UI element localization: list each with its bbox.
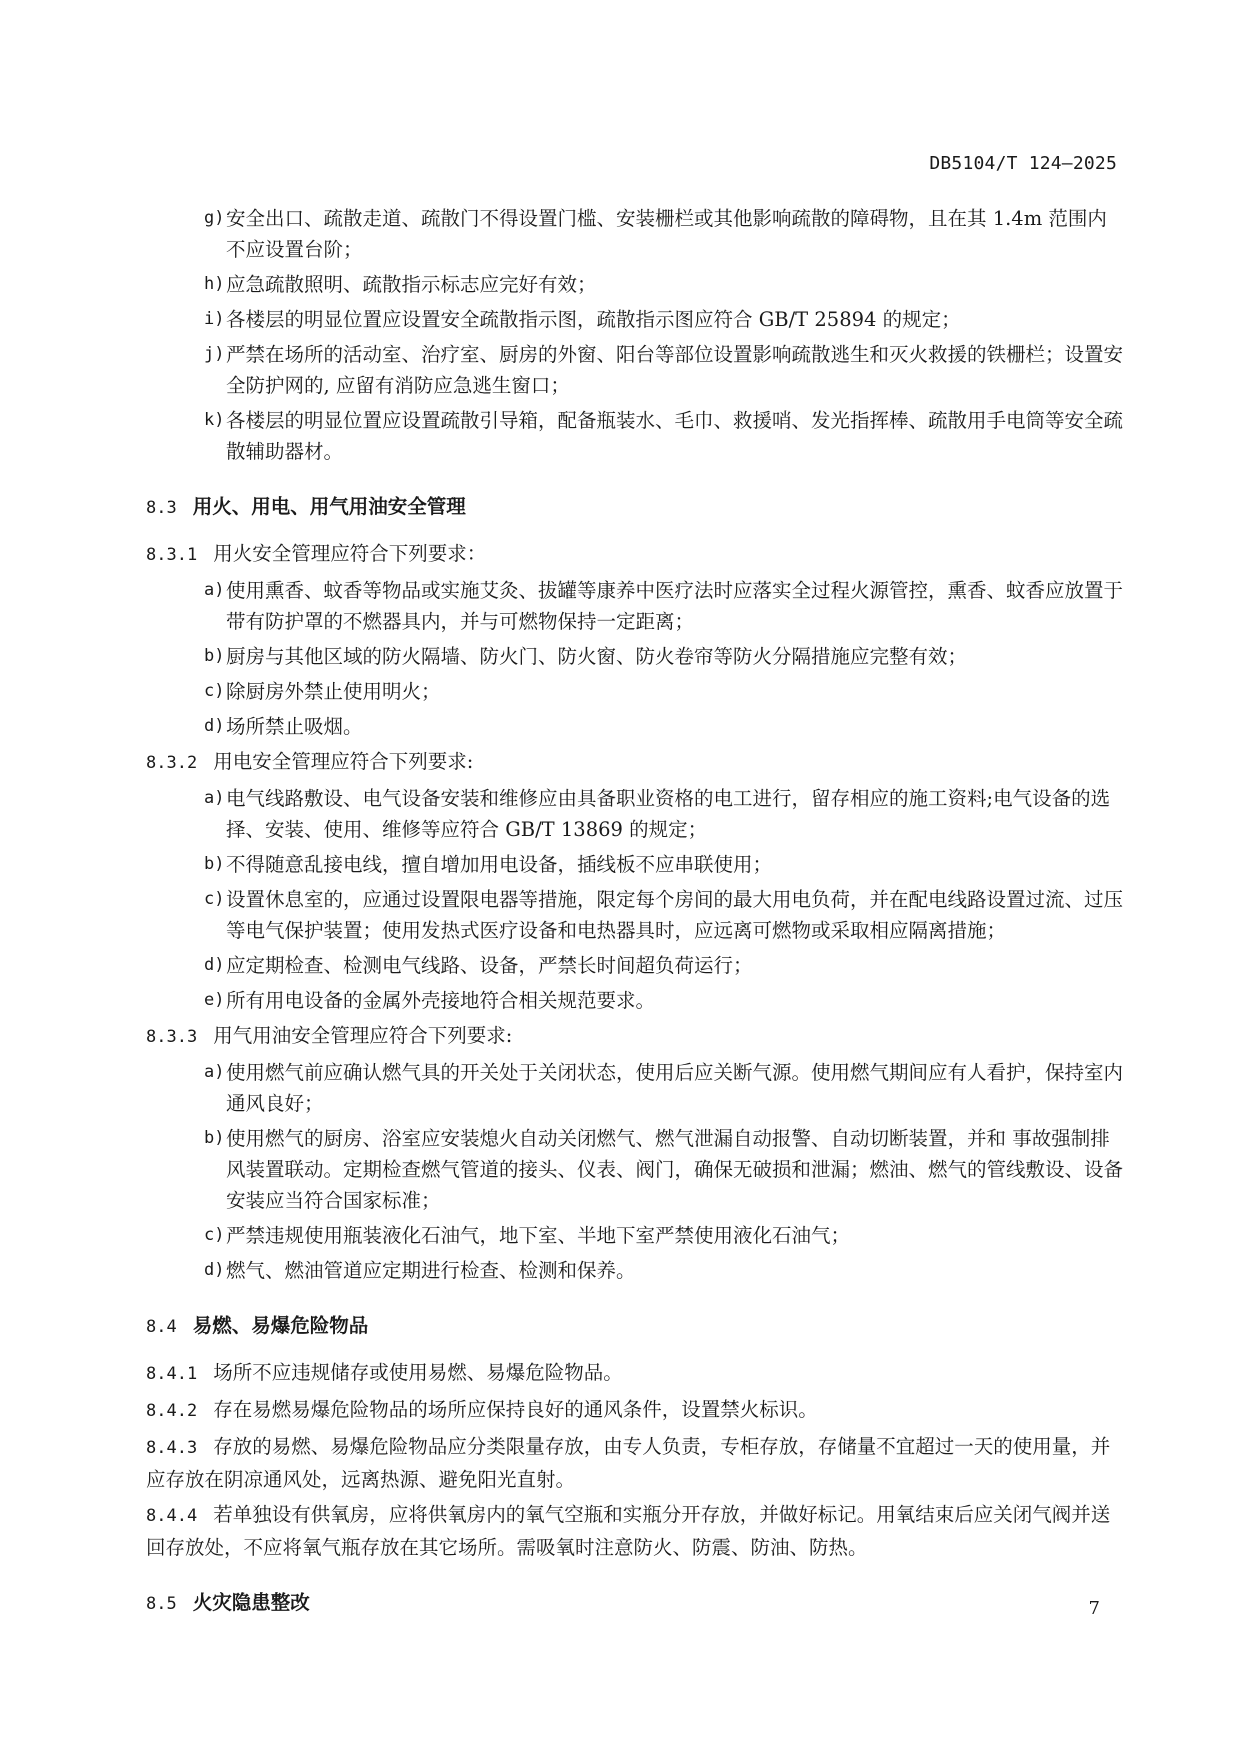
clause-text: 场所不应违规储存或使用易燃、易爆危险物品。: [213, 1361, 623, 1384]
list-text: 场所禁止吸烟。: [226, 715, 363, 738]
list-item-j: [146, 339, 1124, 401]
page-number: 7: [1088, 1598, 1100, 1619]
list-marker: d): [204, 716, 225, 736]
clause-text: 用气用油安全管理应符合下列要求:: [213, 1024, 513, 1047]
clause-text: 用电安全管理应符合下列要求:: [213, 750, 474, 773]
list-text: 除厨房外禁止使用明火；: [226, 680, 441, 703]
list-text: 严禁在场所的活动室、治疗室、厨房的外窗、阳台等部位设置影响疏散逃生和灭火救援的铁栅栏；设置安全防护网的, 应留有消防应急逃生窗口；: [226, 343, 1124, 397]
list-item-b: [146, 641, 1124, 672]
page-content: [146, 203, 1124, 1634]
list-marker: a): [204, 580, 225, 600]
list-marker: j): [204, 344, 225, 364]
section-heading-8-3: [146, 491, 1124, 524]
list-item-d: [146, 950, 1124, 981]
list-marker: a): [204, 788, 225, 808]
clause-number: 8.3.1: [146, 545, 198, 565]
list-text: 严禁违规使用瓶装液化石油气，地下室、半地下室严禁使用液化石油气；: [226, 1224, 851, 1247]
list-item-d: [146, 1255, 1124, 1286]
list-text: 使用燃气的厨房、浴室应安装熄火自动关闭燃气、燃气泄漏自动报警、自动切断装置，并和 事故强制排风装置联动。定期检查燃气管道的接头、仪表、阀门，确保无破损和泄漏；燃油、燃气的管线敷设、设备安装应当符合国家标准；: [226, 1127, 1124, 1212]
list-marker: g): [204, 208, 225, 228]
list-item-a: [146, 1057, 1124, 1119]
list-item-k: [146, 405, 1124, 467]
list-text: 使用燃气前应确认燃气具的开关处于关闭状态，使用后应关断气源。使用燃气期间应有人看护，保持室内通风良好；: [226, 1061, 1124, 1115]
list-item-d: [146, 711, 1124, 742]
clause-8-3-1: [146, 538, 1124, 571]
list-item-i: [146, 304, 1124, 335]
list-marker: b): [204, 646, 225, 666]
list-marker: e): [204, 990, 225, 1010]
clause-8-3-3: [146, 1020, 1124, 1053]
clause-number: 8.4.1: [146, 1364, 198, 1384]
clause-text: 用火安全管理应符合下列要求：: [213, 542, 487, 565]
list-item-b: [146, 849, 1124, 880]
list-item-c: [146, 676, 1124, 707]
list-marker: i): [204, 309, 225, 329]
clause-8-4-2: [146, 1394, 1124, 1427]
list-marker: d): [204, 955, 225, 975]
clause-text: 存放的易燃、易爆危险物品应分类限量存放，由专人负责，专柜存放，存储量不宜超过一天的使用量，并应存放在阴凉通风处，远离热源、避免阳光直射。: [146, 1435, 1111, 1491]
section-number: 8.5: [146, 1594, 177, 1614]
list-marker: h): [204, 274, 225, 294]
list-text: 安全出口、疏散走道、疏散门不得设置门槛、安装栅栏或其他影响疏散的障碍物，且在其 1.4m 范围内不应设置台阶；: [226, 207, 1107, 261]
clause-8-3-2: [146, 746, 1124, 779]
clause-8-4-4: [146, 1499, 1124, 1563]
list-item-g: [146, 203, 1124, 265]
list-text: 不得随意乱接电线，擅自增加用电设备，插线板不应串联使用；: [226, 853, 773, 876]
list-text: 厨房与其他区域的防火隔墙、防火门、防火窗、防火卷帘等防火分隔措施应完整有效；: [226, 645, 968, 668]
clause-8-4-3: [146, 1431, 1124, 1495]
list-text: 应急疏散照明、疏散指示标志应完好有效；: [226, 273, 597, 296]
clause-number: 8.3.2: [146, 753, 198, 773]
list-text: 应定期检查、检测电气线路、设备，严禁长时间超负荷运行；: [226, 954, 753, 977]
list-text: 电气线路敷设、电气设备安装和维修应由具备职业资格的电工进行，留存相应的施工资料;电气设备的选择、安装、使用、维修等应符合 GB/T 13869 的规定；: [226, 787, 1111, 841]
list-text: 设置休息室的，应通过设置限电器等措施，限定每个房间的最大用电负荷，并在配电线路设置过流、过压等电气保护装置；使用发热式医疗设备和电热器具时，应远离可燃物或采取相应隔离措施；: [226, 888, 1124, 942]
list-text: 各楼层的明显位置应设置安全疏散指示图，疏散指示图应符合 GB/T 25894 的规定；: [226, 308, 961, 331]
list-marker: k): [204, 410, 225, 430]
section-heading-8-5: [146, 1587, 1124, 1620]
list-marker: c): [204, 1225, 225, 1245]
document-code: DB5104/T 124—2025: [929, 153, 1117, 174]
section-number: 8.3: [146, 498, 177, 518]
list-item-a: [146, 575, 1124, 637]
clause-number: 8.3.3: [146, 1027, 198, 1047]
section-title: 用火、用电、用气用油安全管理: [192, 495, 466, 518]
clause-number: 8.4.2: [146, 1401, 198, 1421]
list-item-e: [146, 985, 1124, 1016]
list-item-c: [146, 884, 1124, 946]
clause-number: 8.4.4: [146, 1506, 198, 1526]
list-text: 使用熏香、蚊香等物品或实施艾灸、拔罐等康养中医疗法时应落实全过程火源管控，熏香、蚊香应放置于带有防护罩的不燃器具内，并与可燃物保持一定距离；: [226, 579, 1124, 633]
clause-number: 8.4.3: [146, 1438, 198, 1458]
clause-text: 若单独设有供氧房，应将供氧房内的氧气空瓶和实瓶分开存放，并做好标记。用氧结束后应关闭气阀并送回存放处，不应将氧气瓶存放在其它场所。需吸氧时注意防火、防震、防油、防热。: [146, 1503, 1111, 1559]
clause-text: 存在易燃易爆危险物品的场所应保持良好的通风条件，设置禁火标识。: [213, 1398, 818, 1421]
section-heading-8-4: [146, 1310, 1124, 1343]
list-marker: c): [204, 889, 225, 909]
list-item-c: [146, 1220, 1124, 1251]
section-number: 8.4: [146, 1317, 177, 1337]
list-marker: a): [204, 1062, 225, 1082]
list-text: 燃气、燃油管道应定期进行检查、检测和保养。: [226, 1259, 636, 1282]
list-item-b: [146, 1123, 1124, 1216]
list-text: 各楼层的明显位置应设置疏散引导箱，配备瓶装水、毛巾、救援哨、发光指挥棒、疏散用手电筒等安全疏散辅助器材。: [226, 409, 1124, 463]
list-item-a: [146, 783, 1124, 845]
list-marker: b): [204, 1128, 225, 1148]
list-marker: b): [204, 854, 225, 874]
list-text: 所有用电设备的金属外壳接地符合相关规范要求。: [226, 989, 656, 1012]
clause-8-4-1: [146, 1357, 1124, 1390]
list-marker: d): [204, 1260, 225, 1280]
list-item-h: [146, 269, 1124, 300]
list-marker: c): [204, 681, 225, 701]
section-title: 易燃、易爆危险物品: [192, 1314, 369, 1337]
section-title: 火灾隐患整改: [192, 1591, 310, 1614]
